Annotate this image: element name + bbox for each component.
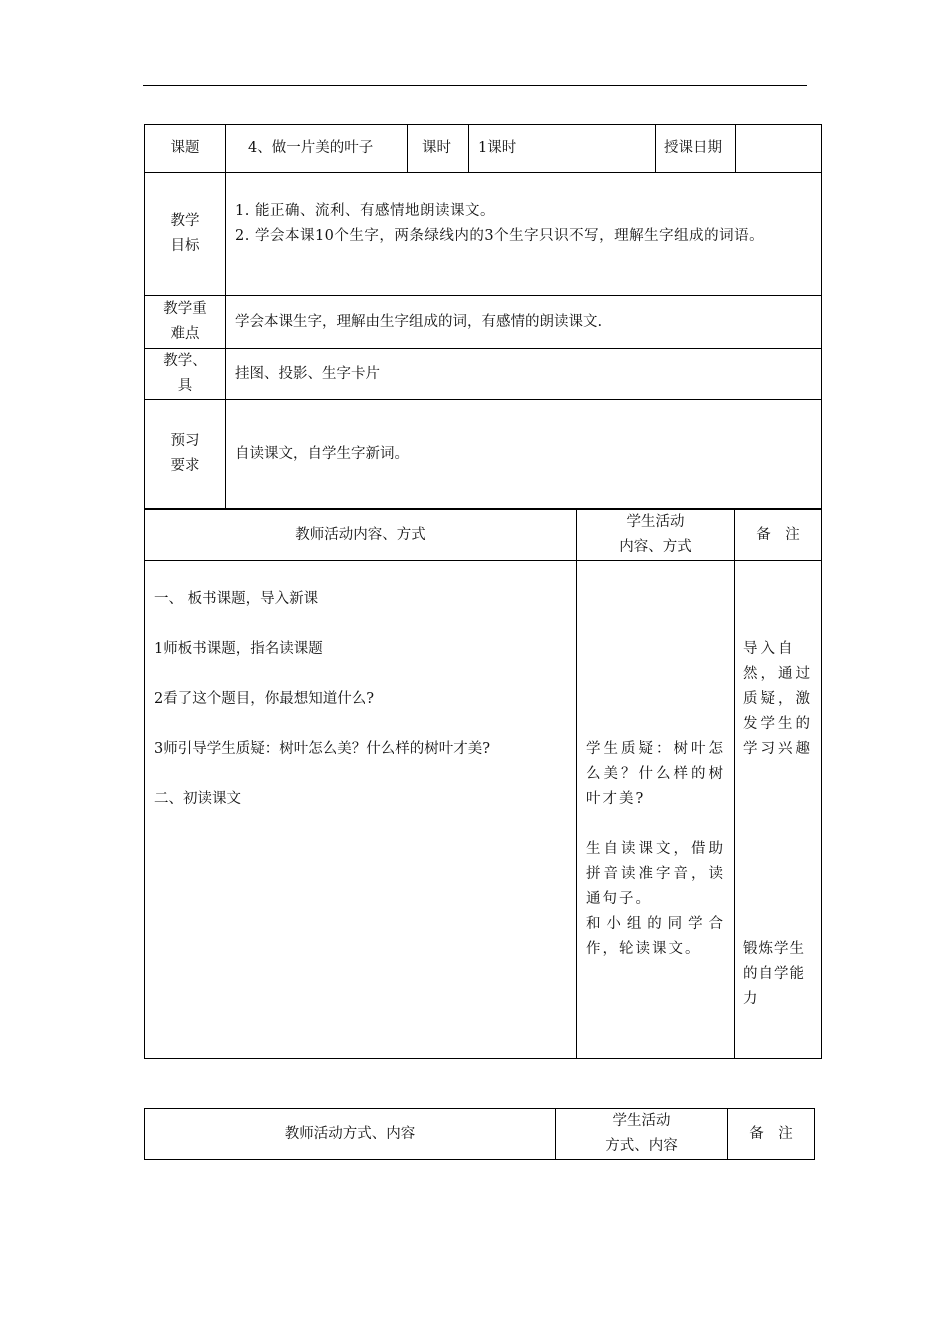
tools-label <box>145 349 226 400</box>
preview-label-line1: 预习 <box>170 433 200 449</box>
topic-label: 课题 <box>145 125 226 173</box>
teacher-line-2: 1师板书课题，指名读课题 <box>154 641 323 657</box>
activity-body-row <box>145 561 822 1059</box>
topic-row <box>145 125 822 173</box>
note-block-2: 锻炼学生的自学能力 <box>743 941 805 1007</box>
second-notes-header: 备 注 <box>728 1109 815 1160</box>
student-header-line1: 学生活动 <box>626 514 685 530</box>
keypoints-label <box>145 296 226 349</box>
notes-header: 备 注 <box>735 510 822 561</box>
header-rule <box>143 85 807 86</box>
preview-label-line2: 要求 <box>170 458 200 474</box>
tools-label-line1: 教学、 <box>163 353 207 369</box>
second-header-row <box>145 1109 815 1160</box>
second-student-header <box>556 1109 728 1160</box>
student-activity-header <box>577 510 735 561</box>
second-activity-table <box>144 1108 815 1160</box>
student-activity-cell <box>577 561 735 1059</box>
notes-cell <box>735 561 822 1059</box>
tools-value: 挂图、投影、生字卡片 <box>226 349 822 400</box>
activity-header-row <box>145 510 822 561</box>
keypoints-value: 学会本课生字，理解由生字组成的词，有感情的朗读课文. <box>226 296 822 349</box>
student-header-line2: 内容、方式 <box>619 539 692 555</box>
tools-row <box>145 349 822 400</box>
period-value: 1课时 <box>469 125 656 173</box>
topic-value: 4、做一片美的叶子 <box>226 125 408 173</box>
keypoints-label-line1: 教学重 <box>163 301 207 317</box>
period-label: 课时 <box>408 125 469 173</box>
keypoints-label-line2: 难点 <box>170 326 200 342</box>
activity-table <box>144 509 822 1059</box>
second-student-header-line2: 方式、内容 <box>605 1138 678 1154</box>
teacher-line-4: 3师引导学生质疑：树叶怎么美？什么样的树叶才美? <box>154 741 490 757</box>
preview-value: 自读课文，自学生字新词。 <box>226 400 822 509</box>
note-block-1: 导入自然，通过质疑，激发学生的学习兴趣 <box>743 641 813 757</box>
second-student-header-line1: 学生活动 <box>612 1113 671 1129</box>
objectives-label-line2: 目标 <box>170 238 200 254</box>
objectives-row <box>145 173 822 296</box>
objectives-content <box>226 173 822 296</box>
student-block-2: 生自读课文，借助拼音读准字音，读通句子。 <box>586 841 725 907</box>
student-block-3: 和小组的同学合作，轮读课文。 <box>586 916 725 957</box>
objective-item-1: 1. 能正确、流利、有感情地朗读课文。 <box>235 203 495 219</box>
lesson-plan-table <box>144 124 822 509</box>
date-value <box>736 125 822 173</box>
keypoints-row <box>145 296 822 349</box>
objectives-label <box>145 173 226 296</box>
second-teacher-header: 教师活动方式、内容 <box>145 1109 556 1160</box>
preview-row <box>145 400 822 509</box>
teacher-activity-cell <box>145 561 577 1059</box>
objectives-label-line1: 教学 <box>170 213 200 229</box>
student-block-1: 学生质疑：树叶怎么美？什么样的树叶才美? <box>586 741 725 807</box>
teacher-activity-header: 教师活动内容、方式 <box>145 510 577 561</box>
teacher-line-3: 2看了这个题目，你最想知道什么? <box>154 691 374 707</box>
teacher-line-5: 二、初读课文 <box>154 791 241 807</box>
teacher-line-1: 一、 板书课题，导入新课 <box>154 591 319 607</box>
objective-item-2: 2. 学会本课10个生字，两条绿线内的3个生字只识不写，理解生字组成的词语。 <box>235 228 765 244</box>
date-label: 授课日期 <box>656 125 736 173</box>
preview-label <box>145 400 226 509</box>
tools-label-line2: 具 <box>177 378 193 394</box>
